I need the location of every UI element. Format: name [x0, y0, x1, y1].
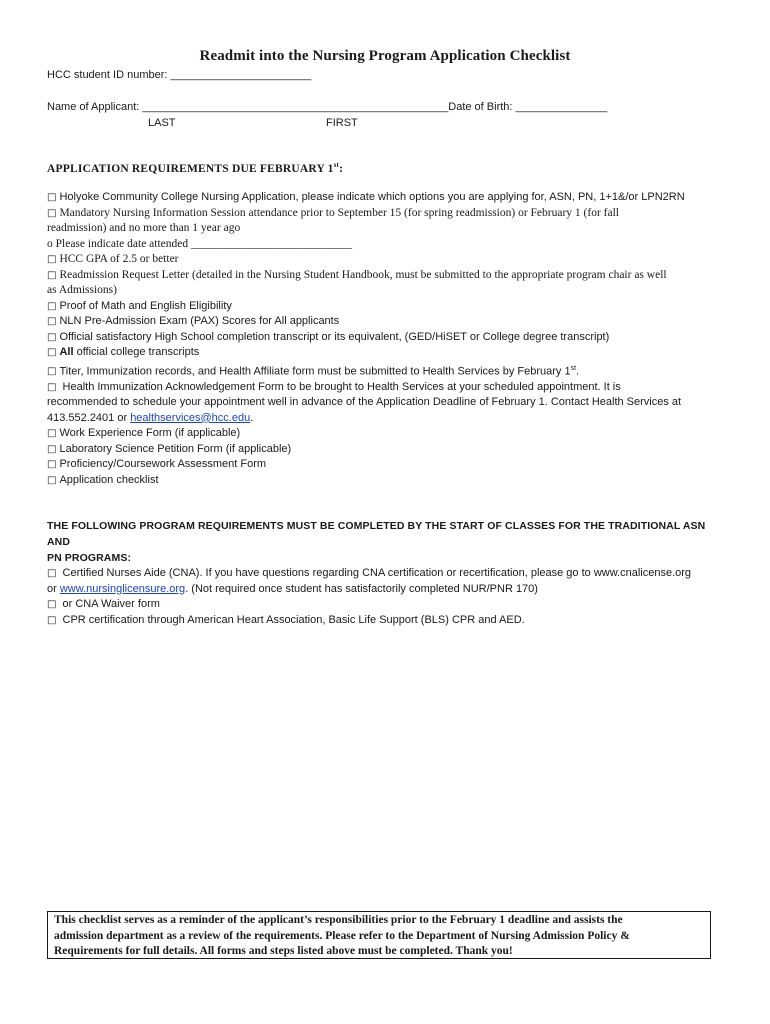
list-item: □ or CNA Waiver form — [47, 598, 160, 610]
program-requirements-heading: THE FOLLOWING PROGRAM REQUIREMENTS MUST BE COMPLETED BY THE START OF CLASSES FOR THE TRADITIONAL ASN AND — [47, 520, 706, 548]
checkbox-icon[interactable]: □ — [47, 443, 57, 455]
checkbox-icon[interactable]: □ — [47, 474, 57, 486]
list-item: □ Work Experience Form (if applicable) — [47, 427, 241, 440]
checkbox-icon[interactable]: □ — [47, 331, 57, 343]
student-id-field[interactable]: HCC student ID number: _______________________ — [47, 69, 312, 81]
list-item-continuation: 413.552.2401 or healthservices@hcc.edu. — [47, 411, 254, 424]
health-services-email-link[interactable]: healthservices@hcc.edu — [130, 411, 251, 424]
list-item-continuation: or www.nursinglicensure.org. (Not required once student has satisfactorily completed NUR/PNR 170) — [47, 582, 538, 595]
applicant-name-dob-field[interactable]: Name of Applicant: __________________________________________________Date of Birth: _______________ — [47, 101, 608, 113]
note-line: admission department as a review of the requirements. Please refer to the Department of Nursing Admission Policy & — [54, 929, 630, 942]
checkbox-icon[interactable]: □ — [47, 459, 57, 471]
program-requirements-heading-cont: PN PROGRAMS: — [47, 552, 132, 564]
checkbox-icon[interactable]: □ — [47, 347, 57, 358]
list-item: □ Mandatory Nursing Information Session attendance prior to September 15 (for spring readmission) or February 1 (for fall — [47, 206, 619, 219]
list-item: □ Laboratory Science Petition Form (if applicable) — [47, 442, 292, 455]
list-item: □ Readmission Request Letter (detailed in the Nursing Student Handbook, must be submitted to the appropriate program chair as well — [47, 268, 667, 281]
list-item: □ Application checklist — [47, 473, 159, 486]
checkbox-icon[interactable]: □ — [47, 366, 57, 378]
list-item: □ Certified Nurses Aide (CNA). If you have questions regarding CNA certification or recertification, please go to www.cnalicense.org — [47, 567, 692, 579]
list-item: □ HCC GPA of 2.5 or better — [47, 253, 179, 265]
checkbox-icon[interactable]: □ — [47, 207, 57, 219]
program-requirements — [47, 518, 727, 628]
list-item-continuation: recommended to schedule your appointment well in advance of the Application Deadline of February 1. Contact Health Services at — [47, 396, 682, 409]
list-item: □ Proficiency/Coursework Assessment Form — [47, 458, 267, 471]
last-name-label: LAST — [148, 117, 176, 129]
list-item: □ Official satisfactory High School completion transcript or its equivalent, (GED/HiSET or College degree transcript) — [47, 330, 610, 343]
list-item: □ Proof of Math and English Eligibility — [47, 299, 232, 312]
checkbox-icon[interactable]: □ — [47, 316, 57, 327]
checkbox-icon[interactable]: □ — [47, 381, 57, 393]
checkbox-icon[interactable]: □ — [47, 614, 57, 626]
requirements-list — [47, 190, 727, 488]
list-item: □ Holyoke Community College Nursing Application, please indicate which options you are applying for, ASN, PN, 1+1&/or LPN2RN — [47, 191, 685, 203]
checkbox-icon[interactable]: □ — [47, 599, 57, 610]
first-name-label: FIRST — [326, 117, 358, 129]
list-item: □ Health Immunization Acknowledgement Form to be brought to Health Services at your scheduled appointment. It is — [47, 380, 621, 393]
list-item: □ NLN Pre-Admission Exam (PAX) Scores for All applicants — [47, 315, 340, 327]
checkbox-icon[interactable]: □ — [47, 428, 57, 440]
note-line: Requirements for full details. All forms and steps listed above must be completed. Thank you! — [54, 945, 513, 957]
list-item: □ CPR certification through American Heart Association, Basic Life Support (BLS) CPR and AED. — [47, 613, 525, 626]
date-attended-field[interactable]: o Please indicate date attended ____________________________ — [47, 237, 353, 250]
requirements-heading: APPLICATION REQUIREMENTS DUE FEBRUARY 1st: — [47, 161, 344, 175]
page-title: Readmit into the Nursing Program Application Checklist — [199, 48, 571, 64]
checkbox-icon[interactable]: □ — [47, 568, 57, 579]
checkbox-icon[interactable]: □ — [47, 254, 57, 265]
list-item-continuation: readmission) and no more than 1 year ago — [47, 222, 241, 234]
list-item-continuation: as Admissions) — [47, 284, 117, 296]
checkbox-icon[interactable]: □ — [47, 300, 57, 312]
nursing-licensure-link[interactable]: www.nursinglicensure.org — [59, 582, 186, 595]
checkbox-icon[interactable]: □ — [47, 192, 57, 203]
list-item: □ All official college transcripts — [47, 346, 200, 358]
checkbox-icon[interactable]: □ — [47, 269, 57, 281]
note-line: This checklist serves as a reminder of the applicant’s responsibilities prior to the February 1 deadline and assists the — [54, 914, 623, 926]
reminder-note-box — [47, 911, 711, 959]
list-item: □ Titer, Immunization records, and Health Affiliate form must be submitted to Health Services by February 1st. — [47, 364, 580, 378]
